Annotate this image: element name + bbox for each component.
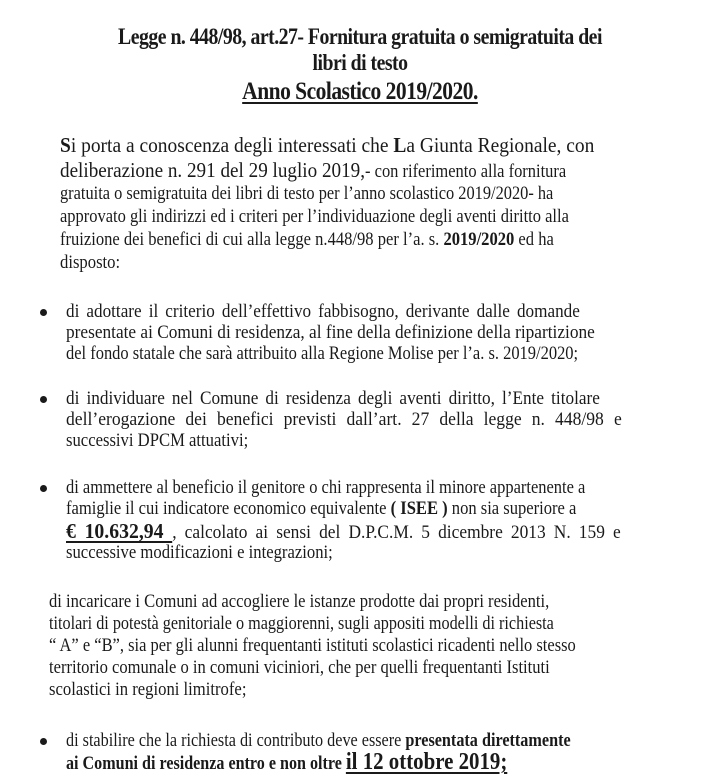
bullet-1-line-2: presentate ai Comuni di residenza, al fine della definizione della ripartizione (66, 323, 595, 343)
intro-text: a Giunta Regionale, con (406, 133, 595, 157)
bullet-icon (40, 396, 47, 403)
bold-instruction: ai Comuni di residenza entro e non oltre (66, 754, 346, 774)
intro-text: ed ha (514, 230, 554, 250)
bold-instruction: presentata direttamente (405, 731, 571, 751)
document-title: Legge n. 448/98, art.27- Fornitura gratuita o semigratuita dei (118, 24, 602, 49)
bullet-3-line-1: di ammettere al beneficio il genitore o chi rappresenta il minore appartenente a (66, 478, 586, 498)
bullet-2-line-2: dell’erogazione dei benefici previsti dall’art. 27 della legge n. 448/98 e (66, 410, 622, 430)
paragraph-line-5: scolastici in regioni limitrofe; (49, 680, 247, 700)
bullet-2-line-3: successivi DPCM attuativi; (66, 431, 249, 451)
bullet-text: famiglie il cui indicatore economico equivalente (66, 499, 391, 519)
intro-line-2 (60, 158, 566, 183)
bullet-3-line-3 (66, 521, 621, 544)
intro-text: - con riferimento alla fornitura (365, 162, 567, 182)
paragraph-line-4: territorio comunale o in comuni viciniori, che per quelli frequentanti Istituti (49, 658, 550, 678)
paragraph-line-3: “ A” e “B”, sia per gli alunni frequentanti istituti scolastici ricadenti nello stesso (49, 636, 576, 656)
deadline-date: il 12 ottobre 2019; (345, 749, 508, 775)
isee-label: ( ISEE ) (390, 499, 448, 519)
bullet-text: , calcolato ai sensi del D.P.C.M. 5 dicembre 2013 N. 159 e (172, 523, 621, 543)
bullet-text: non sia superiore a (447, 499, 577, 519)
intro-initial: L (393, 133, 407, 157)
bullet-3-line-2 (66, 499, 576, 520)
intro-line-4: approvato gli indirizzi ed i criteri per l’individuazione degli aventi diritto alla (60, 207, 569, 227)
bullet-1-line-3: del fondo statale che sarà attribuito alla Regione Molise per l’a. s. 2019/2020; (66, 344, 579, 364)
intro-initial: S (60, 133, 71, 157)
school-year-bold: 2019/2020 (443, 230, 515, 250)
bullet-icon (40, 738, 47, 745)
intro-line-5 (60, 230, 554, 251)
bullet-icon (40, 309, 47, 316)
paragraph-line-2: titolari di potestà genitoriale o maggiorenni, sugli appositi modelli di richiesta (49, 614, 554, 634)
school-year-heading: Anno Scolastico 2019/2020. (242, 78, 478, 105)
document-title-line2: libri di testo (312, 50, 408, 75)
last-bullet-line-2 (66, 749, 508, 775)
intro-text: deliberazione n. 291 del 29 luglio 2019, (60, 158, 366, 182)
intro-line-6: disposto: (60, 253, 121, 273)
intro-text: fruizione dei benefici di cui alla legge n.448/98 per l’a. s. (60, 230, 444, 250)
intro-text: i porta a conoscenza degli interessati che (70, 133, 394, 157)
bullet-text: di stabilire che la richiesta di contributo deve essere (66, 731, 406, 751)
intro-line-3: gratuita o semigratuita dei libri di testo per l’anno scolastico 2019/2020- ha (60, 184, 554, 204)
bullet-icon (40, 485, 47, 492)
intro-line-1 (60, 133, 594, 157)
bullet-2-line-1: di individuare nel Comune di residenza degli aventi diritto, l’Ente titolare (66, 389, 600, 409)
isee-threshold-amount: € 10.632,94 (66, 519, 173, 543)
bullet-3-line-4: successive modificazioni e integrazioni; (66, 543, 333, 563)
bullet-1-line-1: di adottare il criterio dell’effettivo fabbisogno, derivante dalle domande (66, 302, 580, 322)
paragraph-line-1: di incaricare i Comuni ad accogliere le istanze prodotte dai propri residenti, (49, 592, 550, 612)
